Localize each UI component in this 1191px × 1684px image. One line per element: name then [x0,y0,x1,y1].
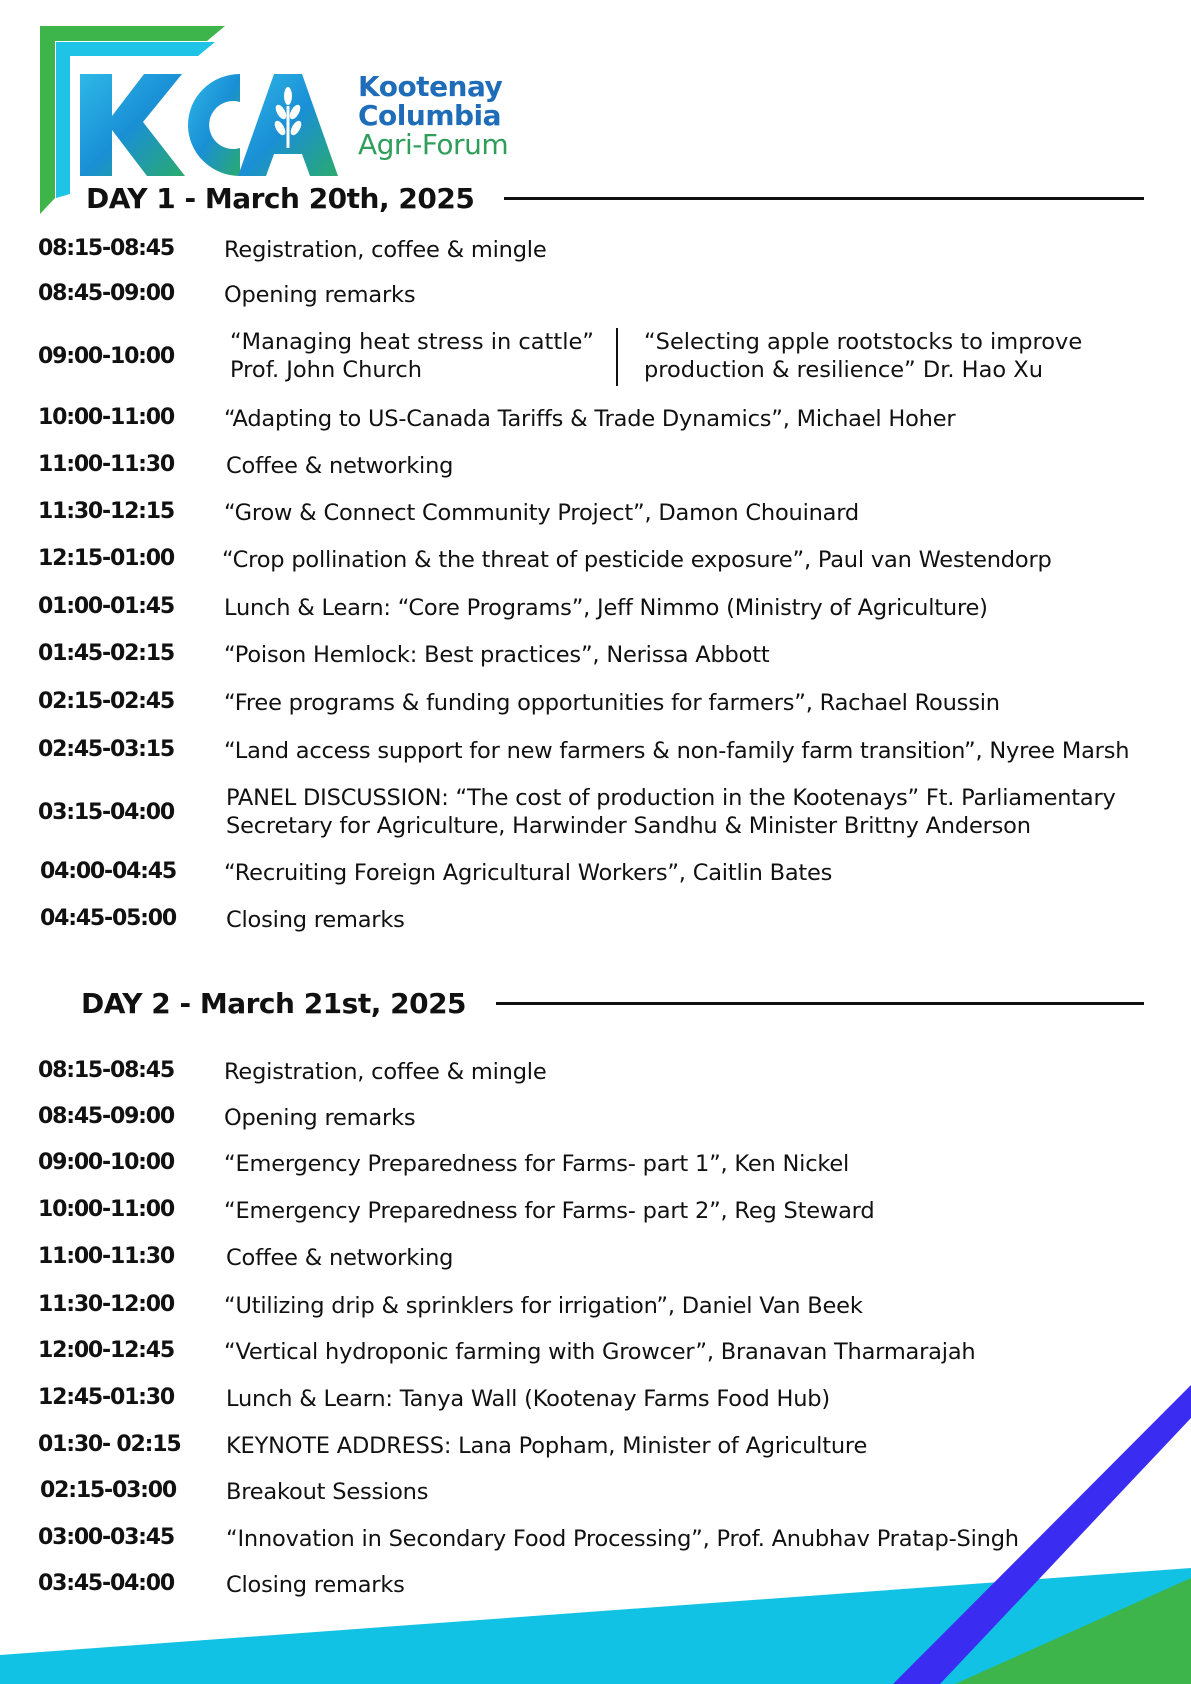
day1-row-two-line [38,784,1138,844]
session-divider [616,328,618,386]
session-time: 11:30-12:00 [38,1292,174,1317]
session-description: “Grow & Connect Community Project”, Damon Chouinard [224,500,860,526]
session-description: “Land access support for new farmers & non-family farm transition”, Nyree Marsh [224,738,1130,764]
session-time: 08:15-08:45 [38,236,174,261]
session-description: “Free programs & funding opportunities for farmers”, Rachael Roussin [224,690,1000,716]
parallel-session-left [230,328,594,384]
session-description: Closing remarks [226,1572,405,1598]
session-description: Breakout Sessions [226,1479,429,1505]
session-time: 08:45-09:00 [38,281,174,306]
session-time: 11:00-11:30 [38,452,174,477]
session-description: Opening remarks [224,282,416,308]
session-time: 08:45-09:00 [38,1104,174,1129]
session-time: 12:15-01:00 [38,546,174,571]
session-time: 03:00-03:45 [38,1525,174,1550]
session-time: 01:45-02:15 [38,641,174,666]
session-time: 10:00-11:00 [38,1197,174,1222]
session-description: “Utilizing drip & sprinklers for irrigation”, Daniel Van Beek [224,1293,863,1319]
session-description: Coffee & networking [226,1245,454,1271]
session-time: 09:00-10:00 [38,1150,174,1175]
session-description: “Recruiting Foreign Agricultural Workers”, Caitlin Bates [224,860,833,886]
session-description: “Crop pollination & the threat of pesticide exposure”, Paul van Westendorp [222,547,1052,573]
parallel-session-left-speaker: Prof. John Church [230,357,422,383]
org-name-line2: Columbia [358,99,502,132]
session-description: Closing remarks [226,907,405,933]
session-description: “Emergency Preparedness for Farms- part 2”, Reg Steward [224,1198,875,1224]
session-description [226,784,1116,840]
session-time: 12:45-01:30 [38,1385,174,1410]
session-time: 04:45-05:00 [40,906,176,931]
parallel-session-right-line1: “Selecting apple rootstocks to improve [644,329,1083,355]
session-description: Registration, coffee & mingle [224,1059,547,1085]
org-name-line1: Kootenay [358,70,503,103]
session-time: 03:45-04:00 [38,1571,174,1596]
session-description-line1: PANEL DISCUSSION: “The cost of production in the Kootenays” Ft. Parliamentary [226,785,1116,811]
day2-header [81,987,1144,1020]
session-description: “Emergency Preparedness for Farms- part 1”, Ken Nickel [224,1151,850,1177]
session-time: 08:15-08:45 [38,1058,174,1083]
session-time: 01:30- 02:15 [38,1432,181,1457]
parallel-session-right-line2: production & resilience” Dr. Hao Xu [644,357,1043,383]
day2-title: DAY 2 - March 21st, 2025 [81,987,467,1020]
day1-row-split [38,328,1138,390]
session-time: 12:00-12:45 [38,1338,174,1363]
parallel-session-right [644,328,1082,384]
session-time: 02:15-02:45 [38,689,174,714]
day1-rule [504,197,1144,200]
session-description: “Innovation in Secondary Food Processing”, Prof. Anubhav Pratap-Singh [226,1526,1019,1552]
org-name [358,72,508,159]
session-description: Registration, coffee & mingle [224,237,547,263]
session-time: 02:45-03:15 [38,737,174,762]
session-description: Lunch & Learn: “Core Programs”, Jeff Nimmo (Ministry of Agriculture) [224,595,988,621]
session-description: “Vertical hydroponic farming with Growcer”, Branavan Tharmarajah [224,1339,976,1365]
session-time: 11:00-11:30 [38,1244,174,1269]
org-name-line3: Agri-Forum [358,128,509,161]
day1-title: DAY 1 - March 20th, 2025 [86,182,475,215]
session-description-line2: Secretary for Agriculture, Harwinder Sandhu & Minister Brittny Anderson [226,813,1031,839]
session-time: 01:00-01:45 [38,594,174,619]
session-time: 10:00-11:00 [38,405,174,430]
session-time: 11:30-12:15 [38,499,174,524]
session-time: 04:00-04:45 [40,859,176,884]
session-description: Coffee & networking [226,453,454,479]
session-description: “Poison Hemlock: Best practices”, Nerissa Abbott [224,642,770,668]
session-time: 09:00-10:00 [38,344,174,369]
day2-rule [496,1002,1144,1005]
session-time: 02:15-03:00 [40,1478,176,1503]
parallel-session-left-title: “Managing heat stress in cattle” [230,329,594,355]
session-time: 03:15-04:00 [38,800,174,825]
session-description: Opening remarks [224,1105,416,1131]
day1-header [86,182,1144,215]
session-description: KEYNOTE ADDRESS: Lana Popham, Minister of Agriculture [226,1433,868,1459]
session-description: “Adapting to US-Canada Tariffs & Trade Dynamics”, Michael Hoher [224,406,956,432]
session-description: Lunch & Learn: Tanya Wall (Kootenay Farms Food Hub) [226,1386,830,1412]
